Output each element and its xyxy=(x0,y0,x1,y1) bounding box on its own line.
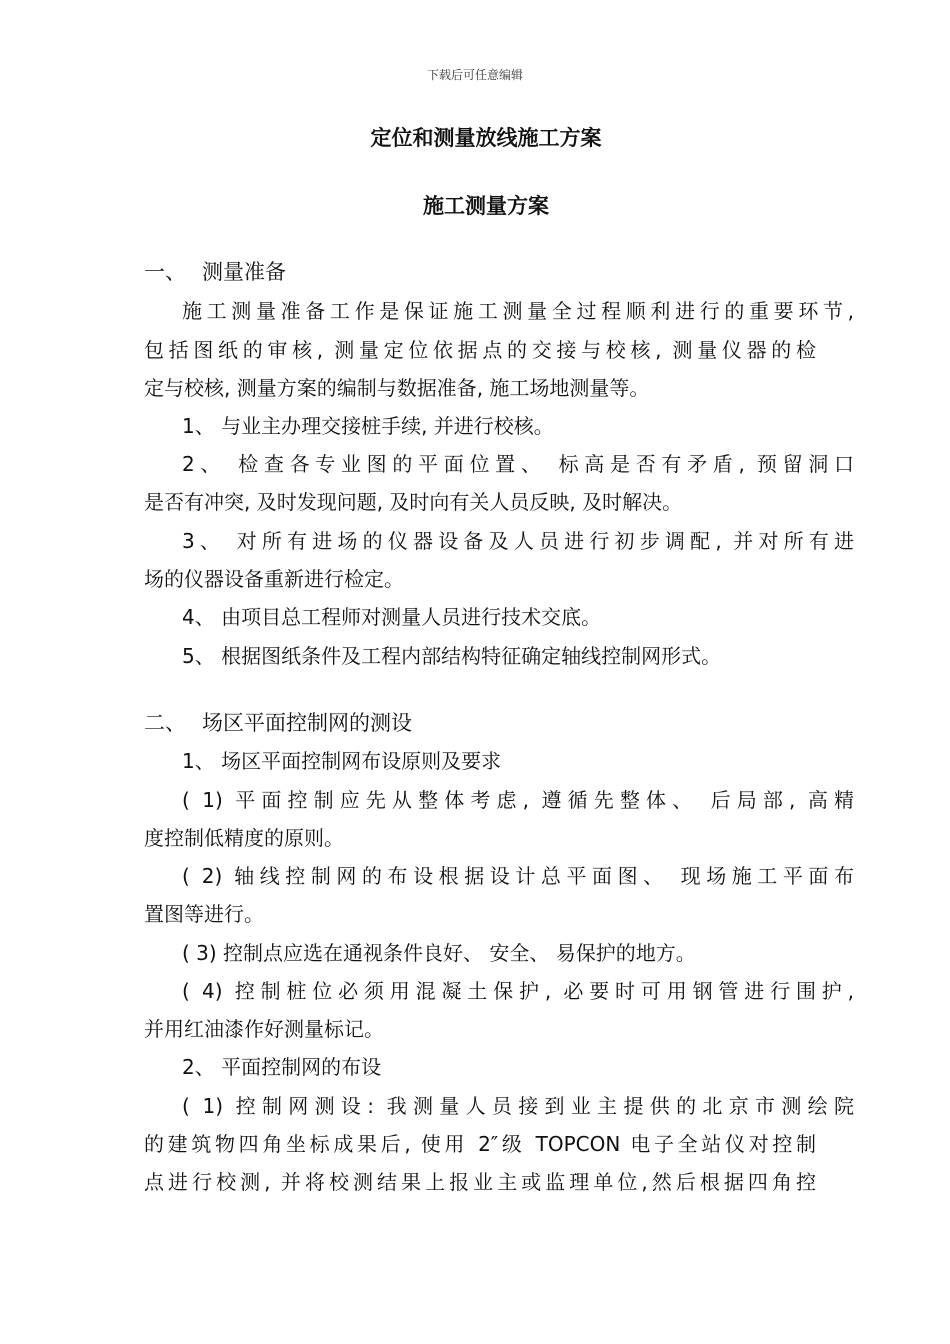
list-item: ( 3) 控制点应选在通视条件良好、 安全、 易保护的地方。 xyxy=(182,941,696,965)
paragraph-line: 定与校核, 测量方案的编制与数据准备, 施工场地测量等。 xyxy=(144,376,650,400)
list-item-continuation: 点进行校测, 并将校测结果上报业主或监理单位,然后根据四角控 xyxy=(144,1170,816,1194)
list-item: 5、 根据图纸条件及工程内部结构特征确定轴线控制网形式。 xyxy=(182,644,722,668)
header-note: 下载后可任意编辑 xyxy=(426,68,523,82)
section-heading-1 xyxy=(144,258,816,286)
list-item: 2、 检查各专业图的平面位置、 标高是否有矛盾, 预留洞口 xyxy=(182,452,854,476)
list-item: ( 2) 轴线控制网的布设根据设计总平面图、 现场施工平面布 xyxy=(182,864,854,888)
section-title: 场区平面控制网的测设 xyxy=(202,711,412,735)
list-item-continuation: 是否有冲突, 及时发现问题, 及时向有关人员反映, 及时解决。 xyxy=(144,490,683,514)
section-title: 测量准备 xyxy=(202,260,286,284)
list-item: ( 1) 控制网测设: 我测量人员接到业主提供的北京市测绘院 xyxy=(182,1094,854,1118)
subsection-heading: 1、 场区平面控制网布设原则及要求 xyxy=(182,749,502,773)
list-item-continuation: 置图等进行。 xyxy=(144,902,264,926)
subsection-heading: 2、 平面控制网的布设 xyxy=(182,1055,382,1079)
document-title: 定位和测量放线施工方案 xyxy=(370,126,602,150)
list-item-continuation: 度控制低精度的原则。 xyxy=(144,826,344,850)
paragraph-line: 包括图纸的审核, 测量定位依据点的交接与校核, 测量仪器的检 xyxy=(144,338,816,362)
section-heading-2 xyxy=(144,709,816,737)
section-number: 一、 xyxy=(144,260,186,284)
list-item-continuation: 并用红油漆作好测量标记。 xyxy=(144,1017,384,1041)
list-item: 3、 对所有进场的仪器设备及人员进行初步调配, 并对所有进 xyxy=(182,529,854,553)
list-item-continuation: 场的仪器设备重新进行检定。 xyxy=(144,567,404,591)
section-number: 二、 xyxy=(144,711,186,735)
paragraph-line: 施工测量准备工作是保证施工测量全过程顺利进行的重要环节, xyxy=(182,299,854,323)
list-item: 1、 与业主办理交接桩手续, 并进行校核。 xyxy=(182,414,554,438)
document-subtitle: 施工测量方案 xyxy=(423,194,549,218)
list-item: 4、 由项目总工程师对测量人员进行技术交底。 xyxy=(182,605,602,629)
list-item: ( 4) 控制桩位必须用混凝土保护, 必要时可用钢管进行围护, xyxy=(182,979,854,1003)
list-item: ( 1) 平面控制应先从整体考虑, 遵循先整体、 后局部, 高精 xyxy=(182,788,854,812)
list-item-continuation: 的建筑物四角坐标成果后, 使用 2″级 TOPCON 电子全站仪对控制 xyxy=(144,1132,816,1156)
